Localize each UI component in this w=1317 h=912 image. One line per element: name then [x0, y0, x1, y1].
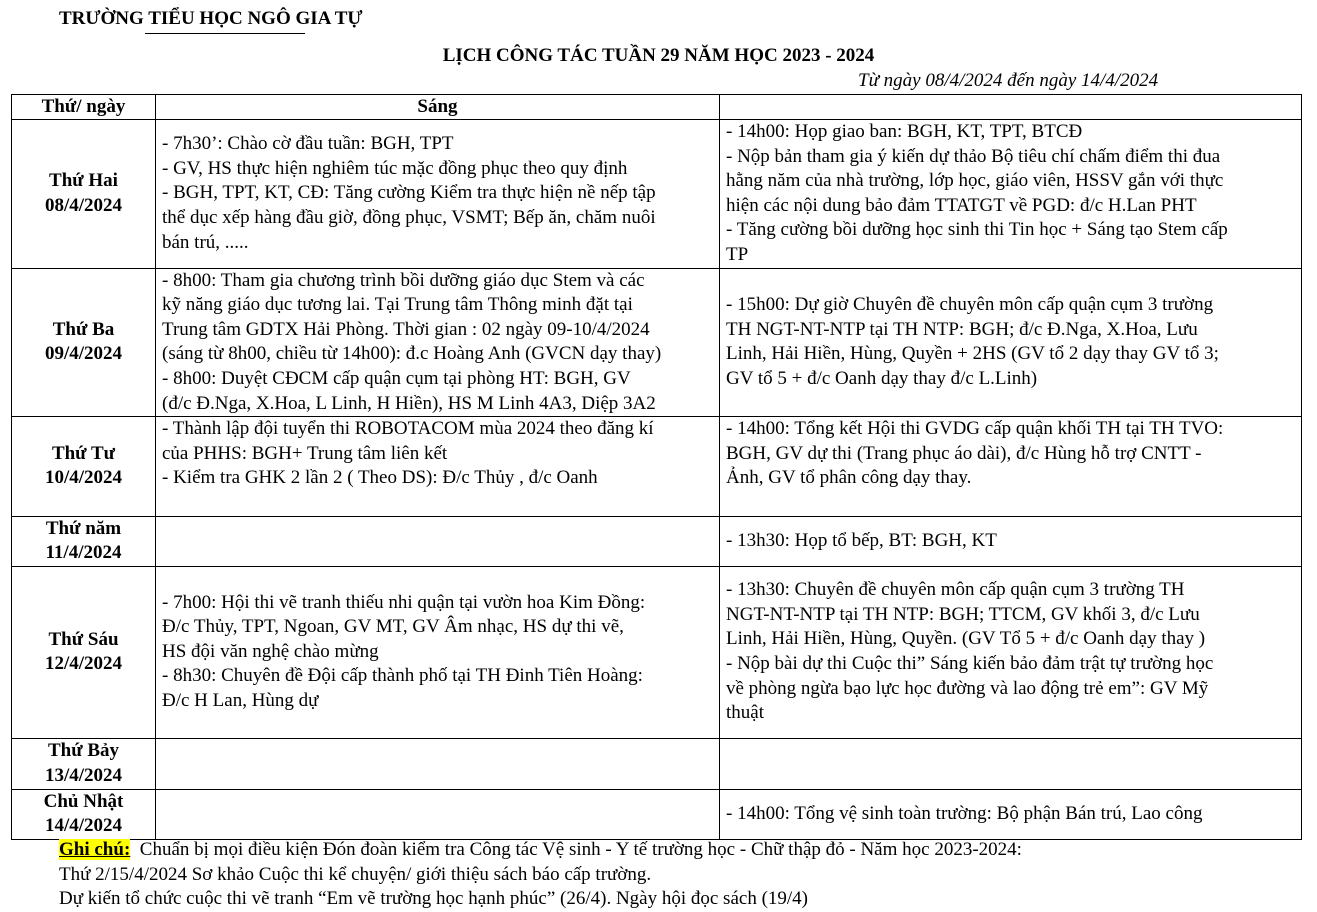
morning-cell [156, 789, 720, 839]
day-name: Thứ Tư [51, 442, 116, 464]
day-cell [12, 417, 156, 516]
schedule-line: TP [726, 243, 749, 265]
table-row [12, 516, 1302, 566]
school-name: TRƯỜNG TIỂU HỌC NGÔ GIA TỰ [59, 8, 363, 29]
schedule-line: - 14h00: Tổng kết Hội thi GVDG cấp quận khối TH tại TH TVO: [726, 418, 1224, 440]
afternoon-cell [720, 268, 1302, 417]
schedule-line: - GV, HS thực hiện nghiêm túc mặc đồng phục theo quy định [162, 157, 628, 179]
header-day: Thứ/ ngày [12, 95, 156, 120]
schedule-line: về phòng ngừa bạo lực học đường và lao động trẻ em”: GV Mỹ [726, 677, 1209, 699]
afternoon-cell [720, 120, 1302, 269]
table-row [12, 566, 1302, 738]
school-underline [145, 33, 305, 34]
schedule-line [726, 491, 1295, 516]
schedule-line: (sáng từ 8h00, chiều từ 14h00): đ.c Hoàng Anh (GVCN dạy thay) [162, 343, 662, 365]
schedule-line: của PHHS: BGH+ Trung tâm liên kết [162, 442, 448, 464]
schedule-line: thuật [726, 702, 764, 724]
schedule-line: - Kiểm tra GHK 2 lần 2 ( Theo DS): Đ/c Thủy , đ/c Oanh [162, 467, 598, 489]
notes [59, 838, 1022, 912]
schedule-line: - 8h30: Chuyên đề Đội cấp thành phố tại TH Đinh Tiên Hoàng: [162, 665, 643, 687]
notes-line-2: Thứ 2/15/4/2024 Sơ khảo Cuộc thi kể chuyện/ giới thiệu sách báo cấp trường. [59, 863, 652, 885]
day-cell [12, 566, 156, 738]
day-cell [12, 738, 156, 789]
afternoon-cell [720, 738, 1302, 789]
schedule-line: kỹ năng giáo dục tương lai. Tại Trung tâm Thông minh đặt tại [162, 294, 633, 316]
schedule-line: - 14h00: Tổng vệ sinh toàn trường: Bộ phận Bán trú, Lao công [726, 802, 1203, 824]
day-cell [12, 789, 156, 839]
schedule-line: Linh, Hải Hiền, Hùng, Quyền. (GV Tổ 5 + đ/c Oanh dạy thay ) [726, 628, 1206, 650]
schedule-line: - Nộp bản tham gia ý kiến dự thảo Bộ tiêu chí chấm điểm thi đua [726, 145, 1221, 167]
day-name: Thứ Sáu [48, 628, 119, 650]
day-date: 10/4/2024 [44, 467, 123, 489]
schedule-line: Trung tâm GDTX Hải Phòng. Thời gian : 02 ngày 09-10/4/2024 [162, 318, 650, 340]
schedule-line: NGT-NT-NTP tại TH NTP: BGH; TTCM, GV khối 3, đ/c Lưu [726, 603, 1200, 625]
schedule-line: Ảnh, GV tổ phân công dạy thay. [726, 467, 972, 489]
schedule-line: hằng năm của nhà trường, lớp học, giáo viên, HSSV gắn với thực [726, 170, 1224, 192]
day-date: 08/4/2024 [44, 194, 123, 216]
notes-line-1: Chuẩn bị mọi điều kiện Đón đoàn kiểm tra Công tác Vệ sinh - Y tế trường học - Chữ thập đỏ - Năm học 2023-2024: [139, 839, 1022, 860]
day-name: Thứ Ba [52, 318, 115, 340]
morning-cell [156, 268, 720, 417]
schedule-line: - 8h00: Duyệt CĐCM cấp quận cụm tại phòng HT: BGH, GV [162, 367, 631, 389]
afternoon-cell [720, 516, 1302, 566]
morning-cell [156, 516, 720, 566]
schedule-line: - Thành lập đội tuyển thi ROBOTACOM mùa 2024 theo đăng kí [162, 418, 654, 440]
afternoon-cell [720, 566, 1302, 738]
schedule-line: Đ/c Thủy, TPT, Ngoan, GV MT, GV Âm nhạc, HS dự thi vẽ, [162, 616, 624, 638]
schedule-line: Linh, Hải Hiền, Hùng, Quyền + 2HS (GV tổ 2 dạy thay GV tổ 3; [726, 343, 1219, 365]
day-name: Thứ năm [45, 517, 122, 539]
schedule-line: - Tăng cường bồi dưỡng học sinh thi Tin học + Sáng tạo Stem cấp [726, 219, 1228, 241]
afternoon-cell [720, 417, 1302, 516]
schedule-line: - 13h30: Họp tổ bếp, BT: BGH, KT [726, 529, 997, 551]
notes-line-3: Dự kiến tổ chức cuộc thi vẽ tranh “Em vẽ trường học hạnh phúc” (26/4). Ngày hội đọc sách (19/4) [59, 888, 808, 909]
header-afternoon [720, 95, 1302, 120]
schedule-line: Đ/c H Lan, Hùng dự [162, 689, 319, 711]
schedule-line: (đ/c Đ.Nga, X.Hoa, L Linh, H Hiền), HS M Linh 4A3, Diệp 3A2 [162, 392, 656, 414]
day-cell [12, 120, 156, 269]
schedule-line: bán trú, ..... [162, 231, 249, 253]
table-row [12, 417, 1302, 516]
day-name: Thứ Hai [49, 170, 118, 192]
table-row [12, 738, 1302, 789]
morning-cell [156, 120, 720, 269]
schedule-line: - 13h30: Chuyên đề chuyên môn cấp quận cụm 3 trường TH [726, 579, 1185, 601]
schedule-line: HS đội văn nghệ chào mừng [162, 640, 379, 662]
table-row [12, 268, 1302, 417]
schedule-line [162, 491, 713, 516]
schedule-line: thể dục xếp hàng đầu giờ, đồng phục, VSMT; Bếp ăn, chăm nuôi [162, 207, 656, 229]
schedule-line: - 15h00: Dự giờ Chuyên đề chuyên môn cấp quận cụm 3 trường [726, 294, 1214, 316]
morning-cell [156, 417, 720, 516]
header-morning: Sáng [156, 95, 720, 120]
day-name: Chủ Nhật [43, 790, 124, 812]
day-cell [12, 268, 156, 417]
document-title: LỊCH CÔNG TÁC TUẦN 29 NĂM HỌC 2023 - 2024 [442, 45, 875, 66]
table-row [12, 120, 1302, 269]
day-date: 11/4/2024 [45, 542, 122, 563]
table-row [12, 789, 1302, 839]
day-date: 12/4/2024 [44, 653, 123, 674]
schedule-line: hiện các nội dung bảo đảm TTATGT về PGD: đ/c H.Lan PHT [726, 194, 1197, 216]
schedule-line: - 7h30’: Chào cờ đầu tuần: BGH, TPT [162, 133, 454, 155]
morning-cell [156, 738, 720, 789]
schedule-line: - 8h00: Tham gia chương trình bồi dưỡng giáo dục Stem và các [162, 269, 645, 291]
schedule-line: - 14h00: Họp giao ban: BGH, KT, TPT, BTCĐ [726, 121, 1083, 142]
day-cell [12, 516, 156, 566]
schedule-line: BGH, GV dự thi (Trang phục áo dài), đ/c Hùng hỗ trợ CNTT - [726, 442, 1202, 464]
date-range: Từ ngày 08/4/2024 đến ngày 14/4/2024 [858, 70, 1159, 91]
day-name: Thứ Bảy [47, 740, 120, 761]
day-date: 13/4/2024 [44, 764, 123, 786]
day-date: 14/4/2024 [44, 815, 123, 836]
schedule-line: - 7h00: Hội thi vẽ tranh thiếu nhi quận tại vườn hoa Kim Đồng: [162, 591, 646, 613]
morning-cell [156, 566, 720, 738]
schedule-line: - Nộp bài dự thi Cuộc thi” Sáng kiến bảo đảm trật tự trường học [726, 653, 1214, 674]
table-header-row [12, 95, 1302, 120]
day-date: 09/4/2024 [44, 343, 123, 365]
notes-label: Ghi chú: [59, 839, 131, 860]
schedule-line: GV tổ 5 + đ/c Oanh dạy thay đ/c L.Linh) [726, 367, 1038, 389]
afternoon-cell [720, 789, 1302, 839]
schedule-line: TH NGT-NT-NTP tại TH NTP: BGH; đ/c Đ.Nga, X.Hoa, Lưu [726, 318, 1198, 340]
schedule-table [11, 94, 1302, 840]
schedule-line: - BGH, TPT, KT, CĐ: Tăng cường Kiểm tra thực hiện nề nếp tập [162, 182, 656, 204]
